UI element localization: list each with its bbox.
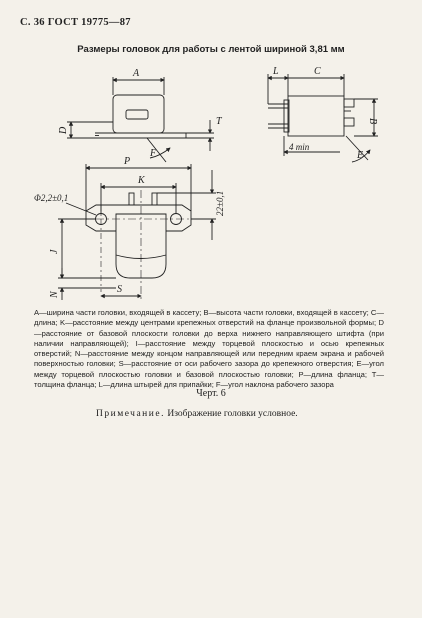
label-22: 22±0,1 xyxy=(215,190,225,216)
technical-drawing xyxy=(0,0,422,305)
legend-text: A—ширина части головки, входящей в кассету; B—высота части головки, входящей в кассету; C—длина; K—расстояние между центрами крепежных отверстий на фланце произвольной формы; D—расстояние от базовой плоскости головки до верха нижнего направляющего штифта (при наличии направляющей); I—расстояние между торцевой плоскостью и осью крепежных отверстий; N—расстояние между концом направляющей или передним краем экрана и рабочей поверхностью головки; S—расстояние от оси рабочего зазора до крепежного отверстия; E—угол между торцевой плоскостью головки и базовой плоскостью головки; P—длина фланца; T—толщина фланца; L—длина штырей для припайки; F—угол наклона рабочего зазора xyxy=(34,308,384,390)
label-e: E xyxy=(357,150,364,161)
view-top-left xyxy=(67,77,214,162)
view-bottom xyxy=(58,164,216,300)
note-word: Примечание. xyxy=(96,409,165,419)
label-hole-diameter: Φ2,2±0,1 xyxy=(34,193,69,203)
page-header: С. 36 ГОСТ 19775—87 xyxy=(20,17,131,28)
label-s: S xyxy=(117,284,122,295)
label-4min: 4 min xyxy=(289,142,310,152)
label-k: K xyxy=(138,175,145,186)
label-b: B xyxy=(367,118,378,125)
label-c: C xyxy=(314,66,321,77)
label-n: N xyxy=(49,291,60,298)
label-f: F xyxy=(150,148,157,159)
label-t: T xyxy=(216,116,222,127)
label-l: L xyxy=(273,66,279,77)
figure-label: Черт. 6 xyxy=(196,388,226,399)
note xyxy=(96,409,406,419)
label-d: D xyxy=(58,126,69,134)
label-a: A xyxy=(133,68,140,79)
note-text: Изображение головки условное. xyxy=(167,409,298,419)
label-j: J xyxy=(49,249,60,254)
view-top-right xyxy=(268,74,378,162)
figure-title: Размеры головок для работы с лентой шириной 3,81 мм xyxy=(77,44,345,55)
label-p: P xyxy=(124,156,131,167)
